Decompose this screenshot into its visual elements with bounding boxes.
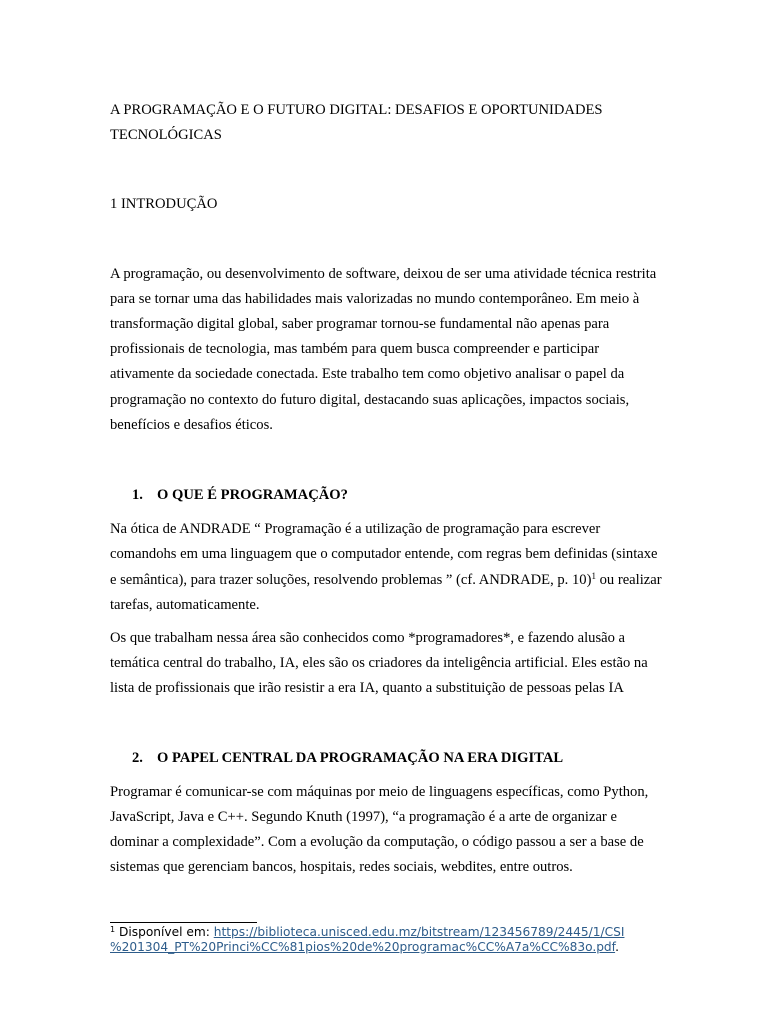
section-1-heading	[110, 483, 700, 508]
paragraph-text: ou realizar	[595, 571, 662, 588]
section-number: 2.	[132, 749, 143, 766]
paragraph-line	[110, 568, 700, 593]
paragraph-text: e semântica), para trazer soluções, resolvendo problemas ” (cf. ANDRADE, p. 10)	[110, 571, 592, 588]
section-2-heading	[110, 746, 700, 771]
section-heading-text: O QUE É PROGRAMAÇÃO?	[157, 487, 348, 504]
section-heading-text: O PAPEL CENTRAL DA PROGRAMAÇÃO NA ERA DIGITAL	[157, 749, 564, 766]
paragraph-line: ativamente da sociedade conectada. Este trabalho tem como objetivo analisar o papel da	[110, 366, 625, 383]
footnote-prefix: Disponível em:	[115, 925, 214, 939]
title-line: A PROGRAMAÇÃO E O FUTURO DIGITAL: DESAFIOS E OPORTUNIDADES	[110, 102, 603, 118]
paragraph-line: Programar é comunicar-se com máquinas por meio de linguagens específicas, como Python,	[110, 783, 649, 800]
paragraph-line: Os que trabalham nessa área são conhecidos como *programadores*, e fazendo alusão a	[110, 630, 626, 647]
paragraph-line: transformação digital global, saber programar tornou-se fundamental não apenas para	[110, 316, 610, 333]
paragraph-line: para se tornar uma das habilidades mais valorizadas no mundo contemporâneo. Em meio à	[110, 290, 640, 307]
intro-heading: 1 INTRODUÇÃO	[110, 196, 218, 213]
paragraph-line: sistemas que gerenciam bancos, hospitais, redes sociais, webdites, entre outros.	[110, 859, 573, 876]
footnote-suffix: .	[615, 940, 619, 954]
section-number: 1.	[132, 487, 143, 504]
paragraph-line: comandohs em uma linguagem que o computador entende, com regras bem definidas (sintaxe	[110, 546, 658, 563]
footnote-line	[110, 925, 670, 940]
paragraph-line: Na ótica de ANDRADE “ Programação é a utilização de programação para escrever	[110, 521, 601, 538]
footnote-link-part-2[interactable]: %201304_PT%20Princi%CC%81pios%20de%20programac%CC%A7a%CC%83o.pdf	[110, 940, 616, 954]
paragraph-line: lista de profissionais que irão resistir a era IA, quanto a substituição de pessoas pelas IA	[110, 680, 624, 697]
document-title	[110, 98, 700, 148]
paragraph-line: tarefas, automaticamente.	[110, 596, 260, 613]
section-1-paragraph-2	[110, 626, 700, 702]
paragraph-line: A programação, ou desenvolvimento de software, deixou de ser uma atividade técnica restrita	[110, 265, 657, 282]
footnote-number: 1	[110, 925, 116, 934]
paragraph-line: benefícios e desafios éticos.	[110, 416, 273, 433]
paragraph-line: profissionais de tecnologia, mas também para quem busca compreender e participar	[110, 341, 600, 358]
footnote-link-part-1[interactable]: https://biblioteca.unisced.edu.mz/bitstream/123456789/2445/1/CSI	[213, 925, 625, 939]
section-2-paragraph	[110, 780, 700, 881]
footnote	[110, 925, 670, 955]
paragraph-line: temática central do trabalho, IA, eles são os criadores da inteligência artificial. Eles estão na	[110, 655, 648, 672]
paragraph-line: programação no contexto do futuro digital, destacando suas aplicações, impactos sociais,	[110, 391, 630, 408]
footnote-separator	[110, 922, 257, 923]
section-1-paragraph-1	[110, 517, 700, 618]
paragraph-line: JavaScript, Java e C++. Segundo Knuth (1997), “a programação é a arte de organizar e	[110, 809, 617, 826]
paragraph-line: dominar a complexidade”. Com a evolução da computação, o código passou a ser a base de	[110, 834, 644, 851]
document-page	[110, 98, 700, 881]
title-line: TECNOLÓGICAS	[110, 127, 222, 144]
intro-paragraph	[110, 262, 700, 438]
footnote-reference[interactable]: 1	[591, 570, 596, 581]
footnote-line	[110, 940, 670, 955]
